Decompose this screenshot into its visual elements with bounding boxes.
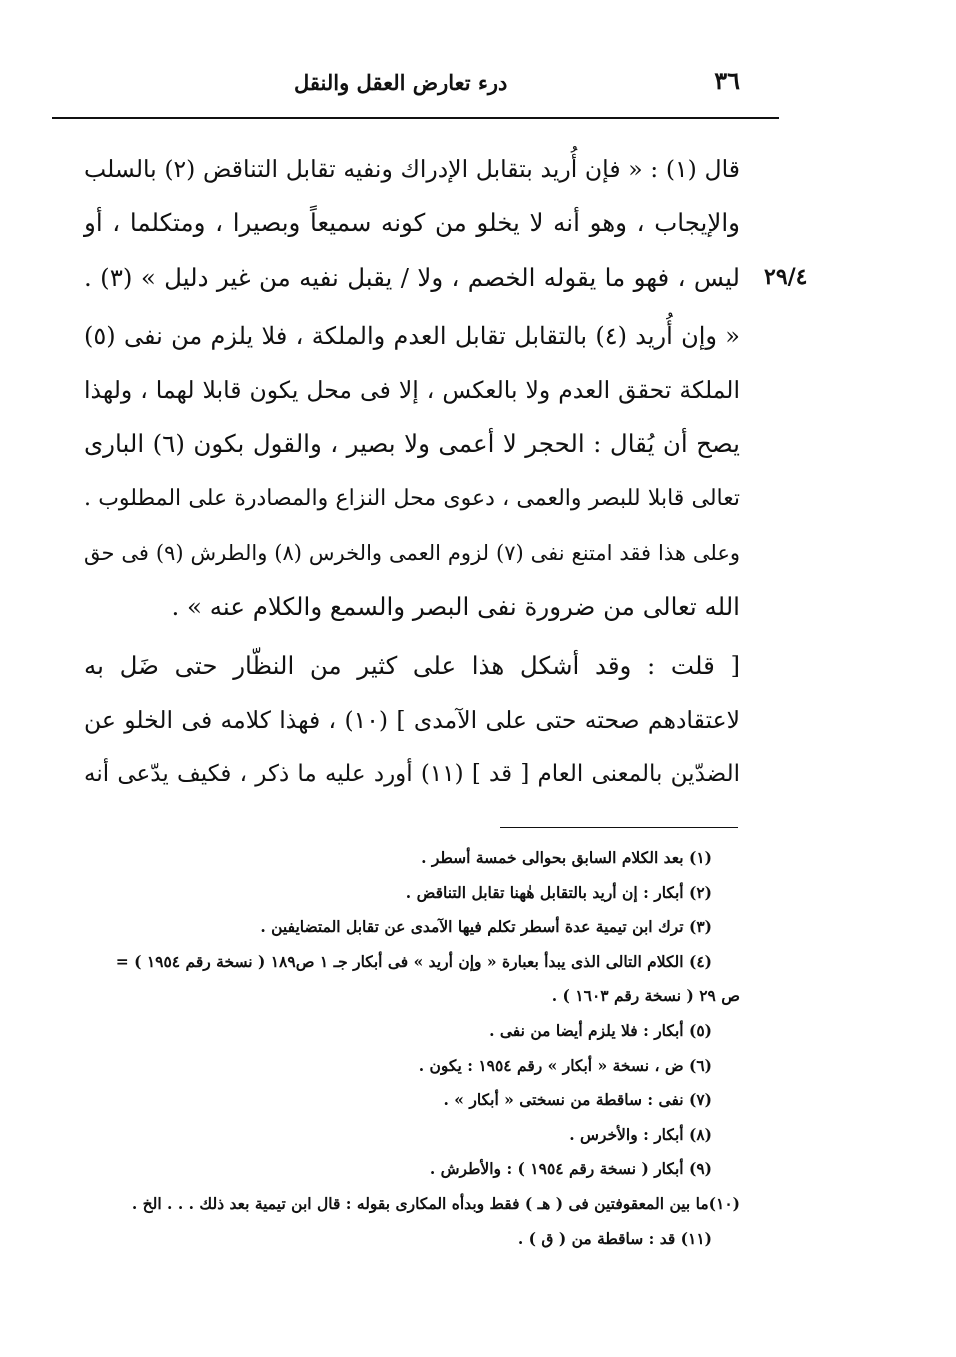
header-rule [52, 117, 779, 119]
text-line: يصح أن يُقال : الحجر لا أعمى ولا بصير ، والقول بكون (٦) البارى [84, 429, 741, 459]
text-line: والإيجاب ، وهو أنه لا يخلو من كونه سميعاً وبصيرا ، ومتكلما ، أو [84, 208, 740, 238]
footnote: (٢) أبكار : إن أريد بالتقابل هٰهنا تقابل التناقض . [405, 882, 712, 902]
text-line: [ قلت : وقد أشكل هذا على كثير من النظّار حتى ضَل به [84, 650, 740, 680]
footnote: (٤) الكلام التالى الذى يبدأ بعبارة « وإن أريد » فى أبكار جـ ١ ص١٨٩ ( نسخة رقم ١٩٥٤ ) = [115, 951, 712, 971]
text-line: الملكة تحقق العدم ولا بالعكس ، إلا فى محل يكون قابلا لهما ، ولهذا [84, 376, 740, 405]
main-text [84, 142, 740, 802]
footnote: (١) بعد الكلام السابق بحوالى خمسة أسطر . [421, 848, 712, 867]
footnote-continuation: ص ٢٩ ( نسخة رقم ١٦٠٣ ) . [551, 986, 740, 1006]
text-line: تعالى قابلا للبصر والعمى ، دعوى محل النزاع والمصادرة على المطلوب . [84, 485, 740, 511]
text-line: ليس ، فهو ما يقوله الخصم ، ولا / يقبل نفيه من غير دليل » (٣) . [84, 262, 740, 292]
margin-reference: ٢٩/٤ [764, 264, 808, 290]
text-line: « وإن أُريد (٤) بالتقابل تقابل العدم والملكة ، فلا يلزم من نفى (٥) [84, 321, 740, 350]
page-number: ٣٦ [714, 66, 740, 95]
text-line: وعلى هذا فقد امتنع نفى (٧) لزوم العمى والخرس (٨) والطرش (٩) فى حق [84, 541, 741, 566]
footnote: (٣) ترك ابن تيمية عدة أسطر تكلم فيها الآمدى عن تقابل المتضايفين . [260, 917, 712, 937]
text-line: لاعتقادهم صحته حتى على الآمدى ] (١٠) ، فهذا كلامه فى الخلو عن [84, 705, 740, 734]
footnote: (٨) أبكار : والأخرس . [569, 1124, 712, 1144]
footnote: (١١) قد : ساقطة من ( ق ) . [517, 1228, 712, 1248]
running-header [80, 62, 740, 102]
text-line: الضدّين بالمعنى العام [ قد ] (١١) أورد عليه ما ذكر ، فكيف يدّعى أنه [84, 761, 740, 788]
footnote: (١٠)ما بين المعقوفتين فى ( هـ ) فقط وبدأه المكارى بقوله : قال ابن تيمية بعد ذلك . . . الخ . [131, 1193, 740, 1213]
running-title: درء تعارض العقل والنقل [294, 70, 508, 95]
footnote: (٦) ض ، نسخة « أبكار » رقم ١٩٥٤ : يكون . [418, 1055, 712, 1075]
footnote: (٥) أبكار : فلا يلزم أيضا من نفى . [489, 1020, 712, 1040]
footnote: (٩) أبكار ( نسخة رقم ١٩٥٤ ) : والأطرش . [429, 1159, 712, 1179]
footnote: (٧) نفى : ساقطة من نسختى « أبكار » . [443, 1090, 712, 1110]
footnote-separator [500, 827, 738, 828]
text-line: قال (١) : « فإن أُريد بتقابل الإدراك ونفيه تقابل التناقض (٢) بالسلب [84, 155, 740, 183]
footnotes [84, 841, 740, 1256]
text-line: الله تعالى من ضرورة نفى البصر والسمع والكلام عنه » . [171, 592, 740, 622]
